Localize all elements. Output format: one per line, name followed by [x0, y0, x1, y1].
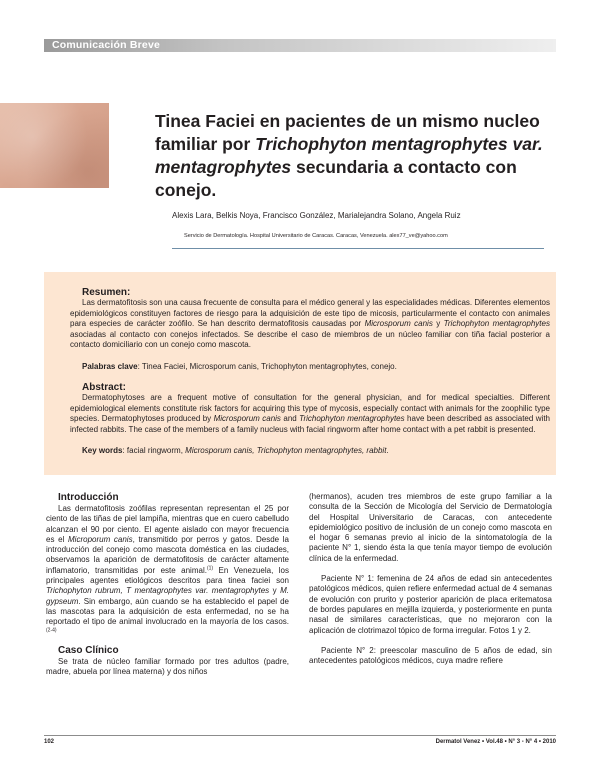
article-title [155, 110, 560, 202]
section-label: Comunicación Breve [52, 39, 161, 51]
page-number: 102 [44, 739, 55, 745]
section-banner [44, 39, 556, 52]
title-part-2: secundaria a contacto con conejo. [155, 157, 517, 200]
left-column [46, 492, 289, 677]
affiliation: Servicio de Dermatología. Hospital Universitario de Caracas. Caracas, Venezuela. alex77_ve@yahoo.com [184, 233, 448, 239]
intro-heading: Introducción [58, 492, 119, 503]
journal-citation: Dermatol Venez • Vol.48 • N° 3 - N° 4 • 2010 [435, 739, 556, 745]
resumen-heading: Resumen: [82, 287, 131, 298]
case-heading: Caso Clínico [58, 644, 119, 656]
title-part-1: Tinea Faciei en pacientes de un mismo nucleo familiar por [155, 111, 540, 154]
resumen-text: Las dermatofitosis son una causa frecuente de consulta para el médico general y las especialidades médicas. Diferentes elementos epidemiológicos constituyen factores de riesgo para la adquisición de este tipo de micosis, particularmente el contacto con animales para especies de carácter zoófilo. Se han descrito dermatofitosis causadas por Microsporum canis y Trichophyton mentagrophytes asociadas al contacto con conejos infectados. Se describe el caso de miembros de un núcleo familiar con tiña facial posterior a contacto domiciliario con un conejo como mascota. [70, 298, 550, 350]
abstract-keywords: Key words: facial ringworm, Microsporum canis, Trichophyton mentagrophytes, rabbit. [82, 446, 389, 455]
resumen-keywords: Palabras clave: Tinea Faciei, Microsporum canis, Trichophyton mentagrophytes, conejo. [82, 362, 397, 371]
patient-2-paragraph: Paciente N° 2: preescolar masculino de 5 años de edad, sin antecedentes patológicos médicos, cuya madre refiere [309, 645, 552, 666]
abstract-heading: Abstract: [82, 382, 126, 393]
skin-texture-image [0, 103, 109, 188]
title-species: Trichophyton mentagrophytes var. mentagrophytes [155, 134, 543, 177]
intro-paragraph: Las dermatofitosis zoófilas representan representan el 25 por ciento de las tiñas de piel lampiña, mientras que en cuero cabelludo alcanzan el 90 por ciento. El agente aislado con mayor frecuencia es el Microporum canis, transmitido por perros y gatos. Desde la introducción del conejo como mascota doméstica en las ciudades, observamos la aparición de dermatofitosis de carácter altamente inflamatorio, transmitidas por este animal.$^{(1)}$ En Venezuela, los principales agentes etiológicos descritos para tinea faciei son Trichophyton rubrum, T mentagrophytes var. mentagrophytes y M. gypseum. Sin embargo, aún cuando se ha establecido el papel de las mascotas para la adquisición de esta enfermedad, no se ha reportado el tipo de animal involucrado en la mayoría de los casos.$^{(2-4)}$ [46, 504, 289, 633]
author-list: Alexis Lara, Belkis Noya, Francisco González, Marialejandra Solano, Angela Ruiz [172, 211, 461, 220]
patient-1-paragraph: Paciente N° 1: femenina de 24 años de edad sin antecedentes patológicos médicos, quien refiere enfermedad actual de 4 semanas de evolución con prurito y posterior aparición de placa eritematosa de bordes papulares en mejilla izquierda, y posteriormente en punta nasal de similares características, que no mejoraron con la aplicación de clotrimazol tópico de forma irregular. Fotos 1 y 2. [309, 574, 552, 635]
case-paragraph: Se trata de núcleo familiar formado por tres adultos (padre, madre, abuela por línea materna) y dos niños [46, 656, 289, 677]
right-column [309, 492, 552, 666]
abstract-text: Dermatophytoses are a frequent motive of consultation for the general physician, and for medical specialties. Different epidemiological elements constitute risk factors for acquiring this type of mycosis, especially contact with animals for the zoophilic type species. Dermatophytoses produced by Microsporum canis and Trichophyton mentagrophytes have been described as associated with infected rabbits. The case of the members of a family nucleus with facial ringworm after home contact with a pet rabbit is presented. [70, 393, 550, 434]
case-continuation: (hermanos), acuden tres miembros de este grupo familiar a la consulta de la Sección de Micología del Servicio de Dermatología del Hospital Universitario de Caracas, con antecedente epidemiológico positivo de inclusión de un conejo como mascota en el hogar 6 semanas previo al inicio de la sintomatología de la paciente N° 1, siendo ésta la que tenía mayor tiempo de evolución clínica de la enfermedad. [309, 492, 552, 563]
footer-divider [44, 735, 556, 736]
header-divider [172, 248, 544, 249]
